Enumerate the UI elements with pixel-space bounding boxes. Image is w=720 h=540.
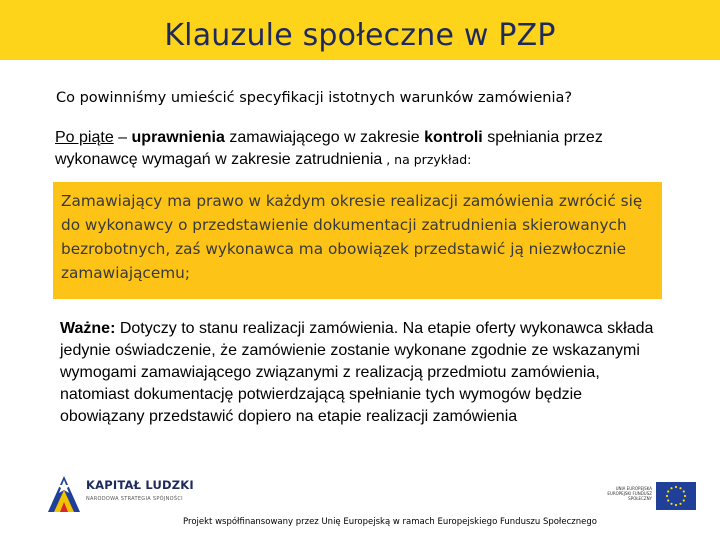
title-bar (0, 0, 720, 60)
kapital-ludzki-emblem-icon (46, 474, 82, 514)
point-example: , na przykład: (382, 152, 472, 167)
point-paragraph (55, 127, 685, 171)
slide-title: Klauzule społeczne w PZP (164, 17, 556, 53)
footer-text: Projekt współfinansowany przez Unię Europejską w ramach Europejskiego Funduszu Społecznego (183, 517, 597, 527)
point-bold-kontroli: kontroli (424, 129, 483, 146)
note-label: Ważne: (60, 320, 116, 337)
point-lead: Po piąte (55, 129, 114, 146)
point-text-1: zamawiającego w zakresie (224, 129, 425, 146)
note-text: Dotyczy to stanu realizacji zamówienia. Na etapie oferty wykonawca składa jedynie oświadczenie, że zamówienie zostanie wykonane zgodnie ze wskazanymi wymogami zamawiającego związanymi z realizacją przedmiotu zamówienia, natomiast dokumentację potwierdzającą spełnianie tych wymogów będzie obowiązany przedstawić dopiero na etapie realizacji zamówienia (60, 320, 654, 425)
highlight-text: Zamawiający ma prawo w każdym okresie realizacji zamówienia zwrócić się do wykonawcy o przedstawienie dokumentacji zatrudnienia skierowanych bezrobotnych, zaś wykonawca ma obowiązek przedstawić ją niezwłocznie zamawiającemu; (61, 192, 643, 282)
kapital-ludzki-subtitle: NARODOWA STRATEGIA SPÓJNOŚCI (86, 496, 183, 502)
eu-logo-text: UNIA EUROPEJSKA EUROPEJSKI FUNDUSZ SPOŁECZNY (607, 486, 652, 501)
kapital-ludzki-logo (46, 474, 206, 514)
point-bold-uprawnienia: uprawnienia (131, 129, 225, 146)
eu-flag-icon (656, 482, 696, 510)
kapital-ludzki-name: KAPITAŁ LUDZKI (86, 478, 194, 492)
highlight-box (53, 182, 662, 299)
question-text: Co powinniśmy umieścić specyfikacji istotnych warunków zamówienia? (56, 90, 573, 106)
note-paragraph (60, 318, 670, 428)
eu-logo (600, 482, 700, 512)
point-dash: – (113, 129, 132, 146)
point-text-2: spełniania przez wykonawcę wymagań w zakresie zatrudnienia (55, 129, 603, 168)
